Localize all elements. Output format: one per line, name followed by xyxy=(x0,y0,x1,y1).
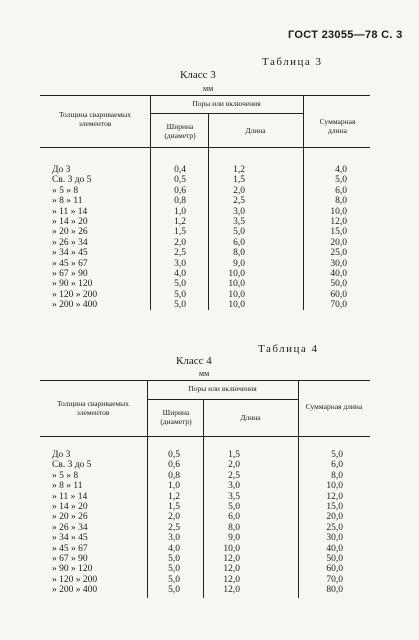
table-row xyxy=(40,502,370,513)
table-row xyxy=(40,471,370,482)
cell-thickness: » 90 » 120 xyxy=(52,564,93,575)
cell-length: 10,0 xyxy=(228,279,245,290)
cell-width: 5,0 xyxy=(174,279,186,290)
table-row xyxy=(40,279,370,290)
cell-total-length: 80,0 xyxy=(326,585,343,596)
col-pores-group-header: Поры или включения xyxy=(192,99,261,108)
table-row xyxy=(40,564,370,575)
cell-length: 12,0 xyxy=(223,564,240,575)
cell-length: 8,0 xyxy=(233,248,245,259)
cell-total-length: 6,0 xyxy=(331,460,343,471)
cell-total-length: 15,0 xyxy=(330,227,347,238)
table-3-caption: Таблица 3 xyxy=(262,56,323,68)
cell-total-length: 70,0 xyxy=(330,300,347,311)
cell-total-length: 40,0 xyxy=(330,269,347,279)
table-row xyxy=(40,290,370,301)
table-row xyxy=(40,481,370,492)
table-row xyxy=(40,554,370,565)
cell-thickness: » 45 » 67 xyxy=(52,258,88,269)
table-row xyxy=(40,196,370,207)
cell-thickness: Св. 3 до 5 xyxy=(52,460,92,471)
cell-width: 2,5 xyxy=(174,248,186,259)
table-row xyxy=(40,227,370,238)
cell-thickness: » 90 » 120 xyxy=(52,279,93,290)
cell-total-length: 12,0 xyxy=(330,217,347,227)
cell-width: 4,0 xyxy=(168,543,180,554)
table-4 xyxy=(40,380,370,598)
cell-total-length: 50,0 xyxy=(330,279,347,290)
cell-length: 10,0 xyxy=(228,289,245,300)
table-4-unit: мм xyxy=(199,369,210,378)
cell-width: 2,5 xyxy=(168,522,180,533)
cell-thickness: » 120 » 200 xyxy=(52,574,98,585)
table-row xyxy=(40,238,370,249)
cell-total-length: 30,0 xyxy=(326,533,343,544)
cell-length: 8,0 xyxy=(228,522,240,533)
cell-width: 1,0 xyxy=(174,206,186,217)
cell-length: 10,0 xyxy=(228,300,245,311)
cell-thickness: » 5 » 8 xyxy=(52,185,79,196)
table-3-unit: мм xyxy=(203,84,214,93)
cell-width: 0,6 xyxy=(168,460,180,471)
cell-thickness: » 20 » 26 xyxy=(52,227,88,238)
col-width-header: Ширина (диаметр) xyxy=(164,122,196,140)
table-row xyxy=(40,512,370,523)
cell-width: 1,2 xyxy=(168,491,180,502)
cell-length: 3,0 xyxy=(228,481,240,492)
cell-width: 5,0 xyxy=(174,289,186,300)
cell-total-length: 25,0 xyxy=(330,248,347,259)
col-pores-group-header: Поры или включения xyxy=(188,384,257,393)
cell-thickness: До 3 xyxy=(52,450,71,460)
cell-width: 5,0 xyxy=(174,300,186,311)
col-total-length-header: Суммарная длина xyxy=(319,117,356,135)
cell-thickness: » 11 » 14 xyxy=(52,206,88,217)
cell-total-length: 10,0 xyxy=(326,481,343,492)
cell-total-length: 60,0 xyxy=(326,564,343,575)
table-row xyxy=(40,175,370,186)
cell-total-length: 60,0 xyxy=(330,289,347,300)
cell-total-length: 20,0 xyxy=(326,512,343,523)
cell-total-length: 20,0 xyxy=(330,237,347,248)
cell-width: 0,6 xyxy=(174,185,186,196)
cell-width: 0,5 xyxy=(168,450,180,460)
cell-thickness: » 14 » 20 xyxy=(52,502,88,512)
cell-total-length: 50,0 xyxy=(326,554,343,564)
cell-total-length: 5,0 xyxy=(335,175,347,186)
cell-length: 12,0 xyxy=(223,574,240,585)
cell-thickness: » 8 » 11 xyxy=(52,196,83,207)
table-row xyxy=(40,523,370,534)
table-row xyxy=(40,217,370,228)
table-row xyxy=(40,585,370,596)
cell-thickness: » 67 » 90 xyxy=(52,554,88,564)
cell-thickness: » 20 » 26 xyxy=(52,512,88,523)
cell-length: 3,5 xyxy=(228,491,240,502)
cell-length: 5,0 xyxy=(233,227,245,238)
table-row xyxy=(40,460,370,471)
cell-length: 6,0 xyxy=(228,512,240,523)
table-row xyxy=(40,575,370,586)
cell-thickness: Св. 3 до 5 xyxy=(52,175,92,186)
cell-length: 3,0 xyxy=(233,206,245,217)
cell-width: 0,4 xyxy=(174,165,186,175)
table-row xyxy=(40,207,370,218)
table-row xyxy=(40,492,370,503)
cell-thickness: » 8 » 11 xyxy=(52,481,83,492)
cell-width: 1,2 xyxy=(174,217,186,227)
cell-thickness: » 34 » 45 xyxy=(52,248,88,259)
cell-length: 6,0 xyxy=(233,237,245,248)
col-total-length-header: Суммарная длина xyxy=(305,402,363,411)
cell-length: 2,5 xyxy=(228,470,240,481)
table-row xyxy=(40,269,370,280)
cell-thickness: » 200 » 400 xyxy=(52,585,98,596)
cell-total-length: 8,0 xyxy=(331,470,343,481)
table-3 xyxy=(40,95,370,310)
table-row xyxy=(40,248,370,259)
cell-length: 2,0 xyxy=(233,185,245,196)
table-row xyxy=(40,259,370,270)
table-3-class-label: Класс 3 xyxy=(180,69,216,81)
cell-thickness: » 11 » 14 xyxy=(52,491,88,502)
cell-width: 4,0 xyxy=(174,269,186,279)
cell-thickness: » 14 » 20 xyxy=(52,217,88,227)
table-row xyxy=(40,544,370,555)
cell-length: 5,0 xyxy=(228,502,240,512)
table-4-class-label: Класс 4 xyxy=(176,355,212,367)
cell-width: 0,5 xyxy=(174,175,186,186)
cell-width: 2,0 xyxy=(174,237,186,248)
cell-thickness: » 5 » 8 xyxy=(52,470,79,481)
cell-thickness: » 200 » 400 xyxy=(52,300,98,311)
cell-length: 9,0 xyxy=(233,258,245,269)
col-width-header: Ширина (диаметр) xyxy=(160,408,192,426)
table-row xyxy=(40,165,370,176)
table-row xyxy=(40,186,370,197)
table-row xyxy=(40,533,370,544)
col-thickness-header: Толщина свариваемых элементов xyxy=(59,110,131,128)
cell-length: 3,5 xyxy=(233,217,245,227)
cell-length: 9,0 xyxy=(228,533,240,544)
cell-total-length: 15,0 xyxy=(326,502,343,512)
table-row xyxy=(40,300,370,311)
cell-total-length: 70,0 xyxy=(326,574,343,585)
table-row xyxy=(40,450,370,461)
cell-length: 12,0 xyxy=(223,554,240,564)
cell-total-length: 12,0 xyxy=(326,491,343,502)
col-thickness-header: Толщина свариваемых элементов xyxy=(57,399,129,417)
cell-length: 1,5 xyxy=(233,175,245,186)
cell-length: 1,2 xyxy=(233,165,245,175)
cell-width: 1,5 xyxy=(174,227,186,238)
cell-width: 1,0 xyxy=(168,481,180,492)
cell-length: 2,0 xyxy=(228,460,240,471)
cell-width: 1,5 xyxy=(168,502,180,512)
cell-width: 0,8 xyxy=(168,470,180,481)
cell-thickness: » 34 » 45 xyxy=(52,533,88,544)
cell-total-length: 25,0 xyxy=(326,522,343,533)
col-length-header: Длина xyxy=(240,413,261,422)
cell-thickness: » 67 » 90 xyxy=(52,269,88,279)
cell-width: 0,8 xyxy=(174,196,186,207)
page-header: ГОСТ 23055—78 С. 3 xyxy=(288,29,403,41)
cell-length: 10,0 xyxy=(223,543,240,554)
cell-width: 5,0 xyxy=(168,585,180,596)
cell-total-length: 40,0 xyxy=(326,543,343,554)
cell-width: 3,0 xyxy=(168,533,180,544)
cell-width: 5,0 xyxy=(168,554,180,564)
cell-length: 2,5 xyxy=(233,196,245,207)
cell-length: 12,0 xyxy=(223,585,240,596)
table-4-caption: Таблица 4 xyxy=(258,343,319,355)
cell-thickness: » 26 » 34 xyxy=(52,237,88,248)
cell-total-length: 30,0 xyxy=(330,258,347,269)
cell-width: 5,0 xyxy=(168,574,180,585)
cell-thickness: До 3 xyxy=(52,165,71,175)
cell-width: 5,0 xyxy=(168,564,180,575)
cell-total-length: 6,0 xyxy=(335,185,347,196)
cell-thickness: » 120 » 200 xyxy=(52,289,98,300)
cell-thickness: » 26 » 34 xyxy=(52,522,88,533)
cell-total-length: 4,0 xyxy=(335,165,347,175)
cell-total-length: 5,0 xyxy=(331,450,343,460)
cell-width: 2,0 xyxy=(168,512,180,523)
cell-thickness: » 45 » 67 xyxy=(52,543,88,554)
cell-length: 10,0 xyxy=(228,269,245,279)
cell-total-length: 10,0 xyxy=(330,206,347,217)
cell-length: 1,5 xyxy=(228,450,240,460)
cell-width: 3,0 xyxy=(174,258,186,269)
col-length-header: Длина xyxy=(245,126,266,135)
cell-total-length: 8,0 xyxy=(335,196,347,207)
